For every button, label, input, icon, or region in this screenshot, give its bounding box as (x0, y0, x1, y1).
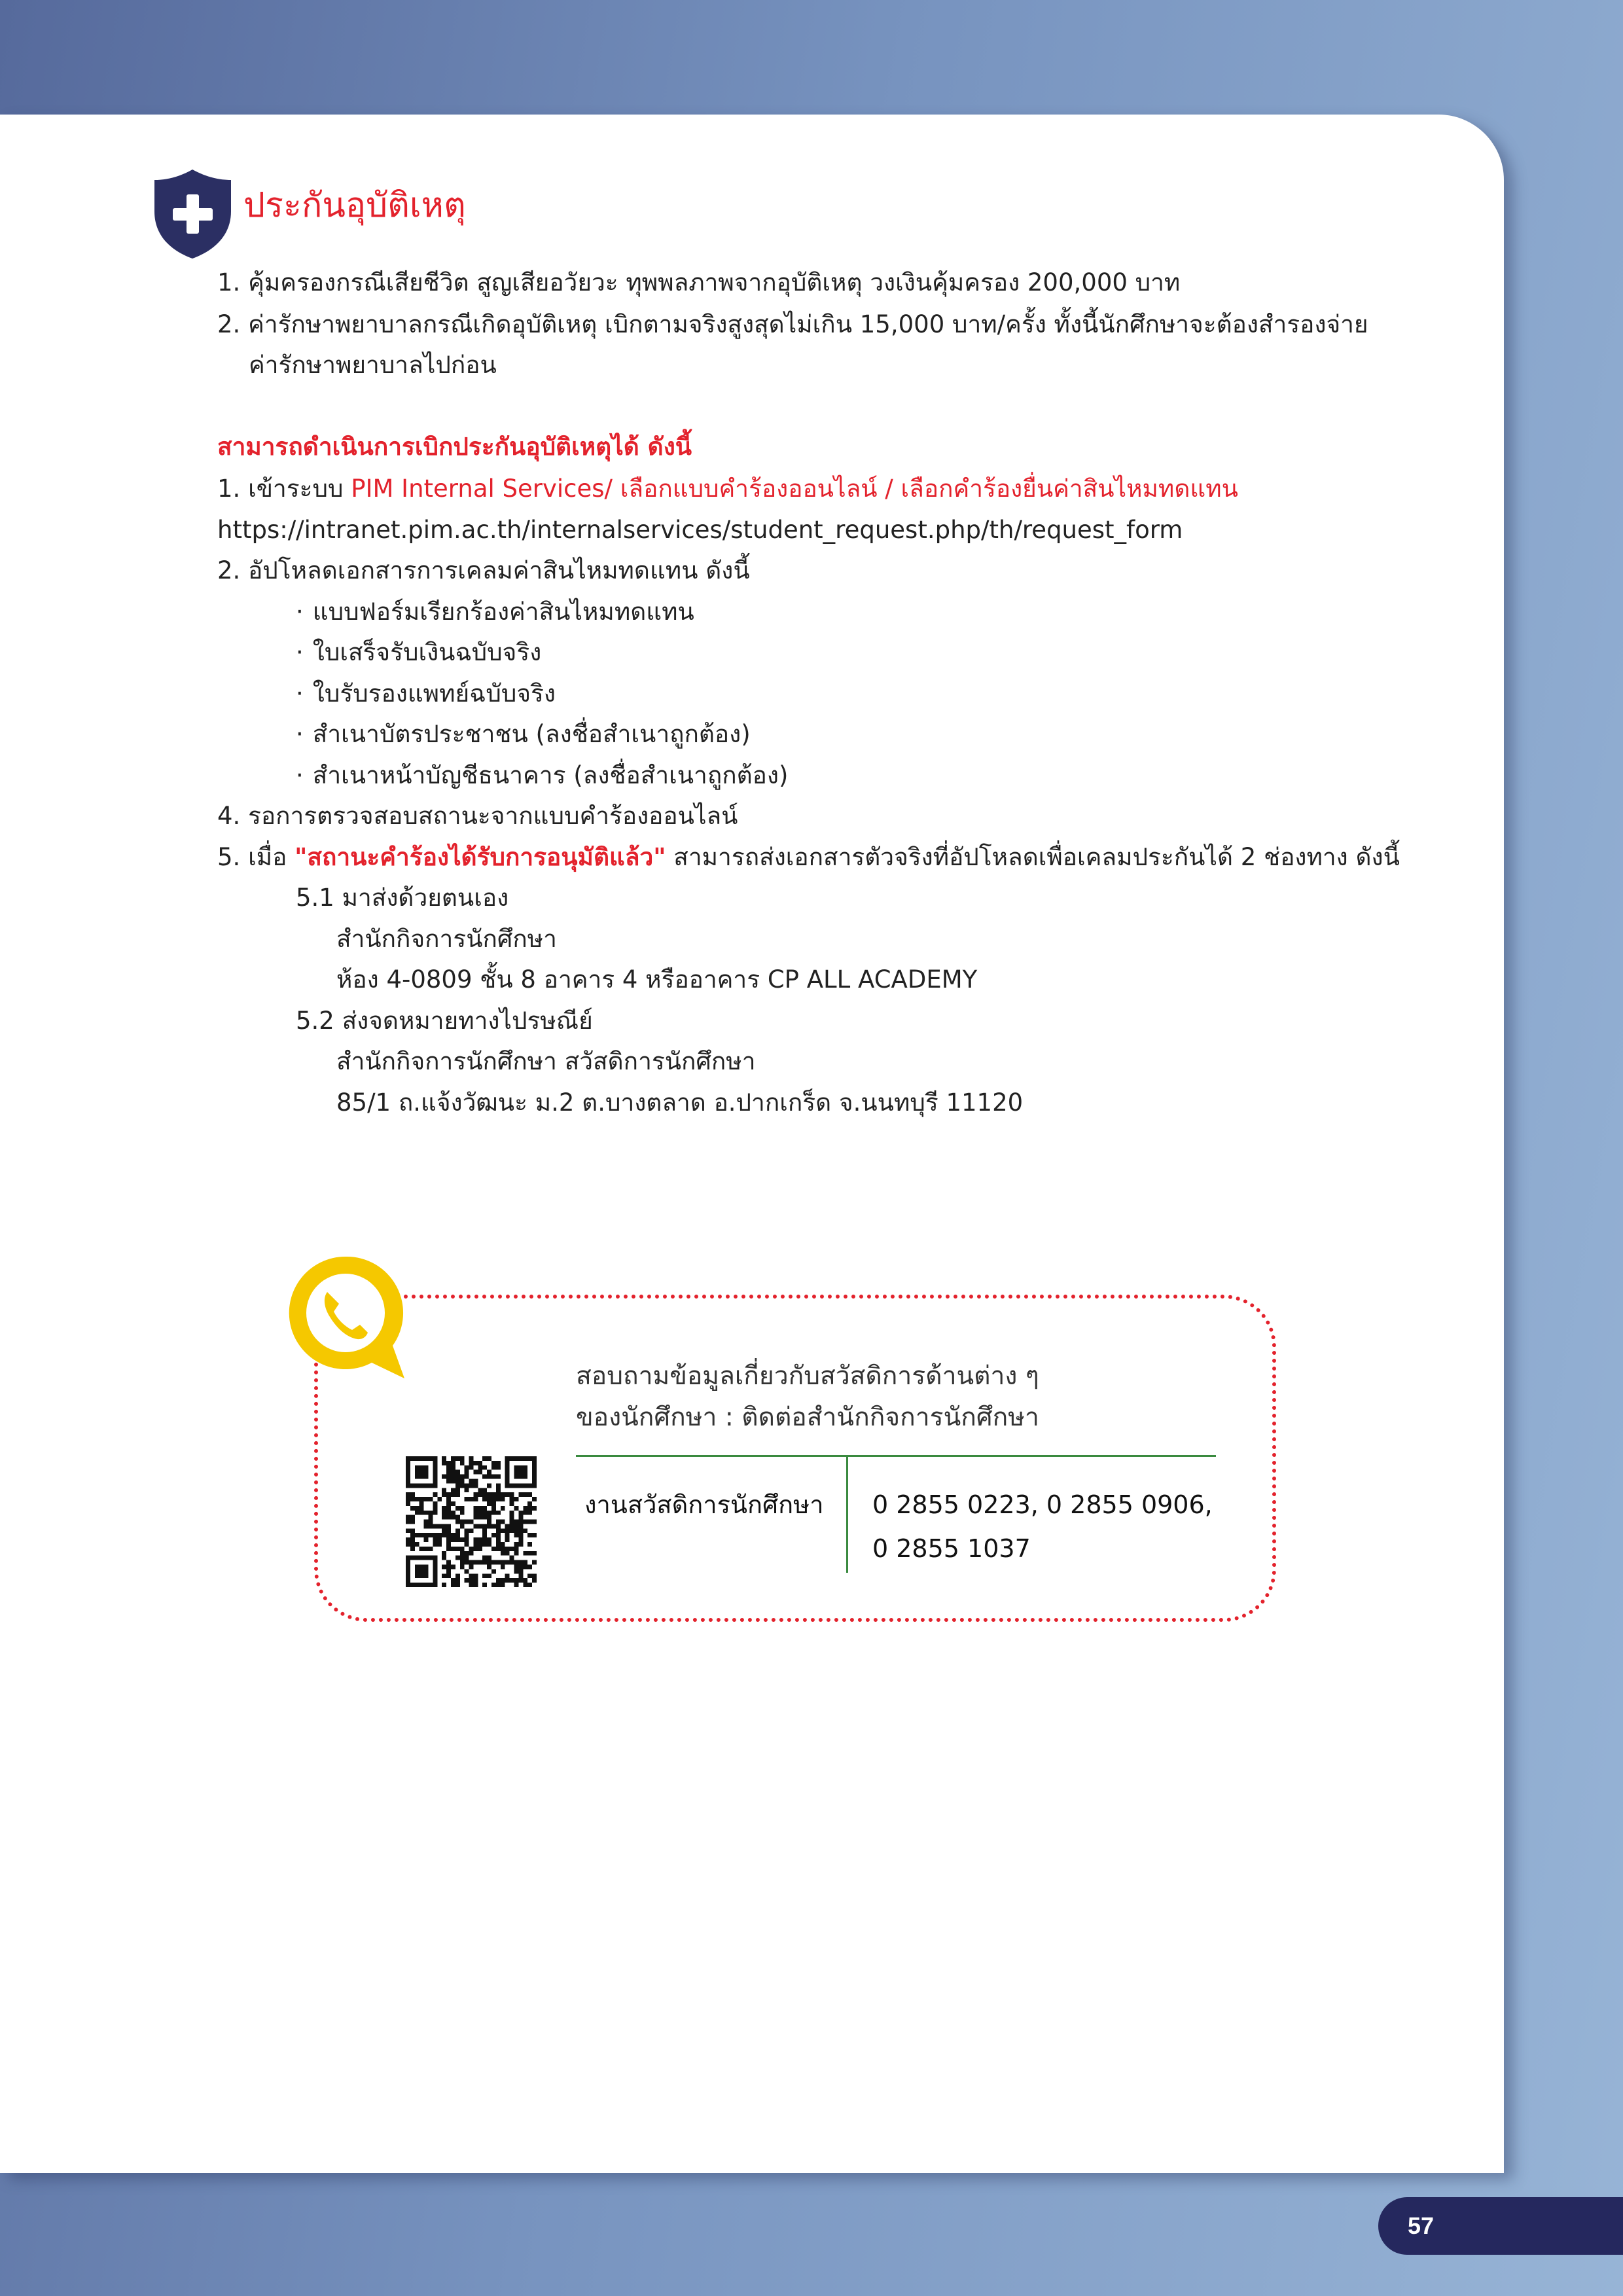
contact-department: งานสวัสดิการนักศึกษา (584, 1490, 824, 1519)
document-item: · แบบฟอร์มเรียกร้องค่าสินไหมทดแทน (296, 600, 694, 624)
phone-bubble-icon (280, 1251, 411, 1382)
contact-intro-line-2: ของนักศึกษา : ติดต่อสำนักกิจการนักศึกษา (576, 1403, 1039, 1432)
contact-phones-line-2[interactable]: 0 2855 1037 (872, 1534, 1031, 1563)
claim-heading: สามารถดำเนินการเบิกประกันอุบัติเหตุได้ ดังนี้ (217, 433, 692, 461)
section-title: ประกันอุบัติเหตุ (243, 186, 466, 225)
page-card (0, 115, 1504, 2173)
channel-2-line-1: สำนักกิจการนักศึกษา สวัสดิการนักศึกษา (336, 1047, 756, 1075)
contact-intro-line-1: สอบถามข้อมูลเกี่ยวกับสวัสดิการด้านต่าง ๆ (576, 1361, 1039, 1391)
contact-phones-line-1[interactable]: 0 2855 0223, 0 2855 0906, (872, 1490, 1213, 1519)
channel-1-line-1: สำนักกิจการนักศึกษา (336, 925, 557, 953)
coverage-item-2-cont: ค่ารักษาพยาบาลไปก่อน (249, 351, 497, 379)
shield-plus-icon (152, 167, 234, 260)
qr-code-image[interactable] (402, 1456, 540, 1587)
claim-step-2: 2. อัปโหลดเอกสารการเคลมค่าสินไหมทดแทน ดังนี้ (217, 556, 750, 584)
claim-step-5-prefix: 5. เมื่อ (217, 843, 295, 871)
contact-divider-vertical (846, 1455, 848, 1573)
channel-1-title: 5.1 มาส่งด้วยตนเอง (296, 884, 509, 912)
claim-step-1 (217, 476, 1238, 501)
request-form-url[interactable]: https://intranet.pim.ac.th/internalservices/student_request.php/th/request_form (217, 516, 1183, 544)
channel-2-title: 5.2 ส่งจดหมายทางไปรษณีย์ (296, 1007, 593, 1035)
approved-status: "สถานะคำร้องได้รับการอนุมัติแล้ว" (294, 843, 666, 871)
coverage-item-1: 1. คุ้มครองกรณีเสียชีวิต สูญเสียอวัยวะ ทุพพลภาพจากอุบัติเหตุ วงเงินคุ้มครอง 200,000 บาท (217, 268, 1181, 296)
claim-step-4: 4. รอการตรวจสอบสถานะจากแบบคำร้องออนไลน์ (217, 802, 738, 830)
claim-step-5-suffix: สามารถส่งเอกสารตัวจริงที่อัปโหลดเพื่อเคลมประกันได้ 2 ช่องทาง ดังนี้ (666, 843, 1400, 871)
claim-step-5 (217, 845, 1400, 869)
document-item: · สำเนาบัตรประชาชน (ลงชื่อสำเนาถูกต้อง) (296, 722, 751, 746)
coverage-item-2: 2. ค่ารักษาพยาบาลกรณีเกิดอุบัติเหตุ เบิกตามจริงสูงสุดไม่เกิน 15,000 บาท/ครั้ง ทั้งนี้นักศึกษาจะต้องสำรองจ่าย (217, 310, 1368, 338)
pim-services-link[interactable]: PIM Internal Services/ เลือกแบบคำร้องออนไลน์ / เลือกคำร้องยื่นค่าสินไหมทดแทน (351, 475, 1238, 503)
channel-1-line-2: ห้อง 4-0809 ชั้น 8 อาคาร 4 หรืออาคาร CP ALL ACADEMY (336, 965, 978, 994)
contact-divider-horizontal (576, 1455, 1216, 1457)
page-number: 57 (1378, 2197, 1623, 2255)
document-item: · สำเนาหน้าบัญชีธนาคาร (ลงชื่อสำเนาถูกต้อง) (296, 763, 788, 787)
document-item: · ใบเสร็จรับเงินฉบับจริง (296, 640, 541, 664)
claim-step-1-prefix: 1. เข้าระบบ (217, 475, 351, 503)
channel-2-line-2: 85/1 ถ.แจ้งวัฒนะ ม.2 ต.บางตลาด อ.ปากเกร็ด จ.นนทบุรี 11120 (336, 1088, 1024, 1117)
document-item: · ใบรับรองแพทย์ฉบับจริง (296, 681, 556, 706)
